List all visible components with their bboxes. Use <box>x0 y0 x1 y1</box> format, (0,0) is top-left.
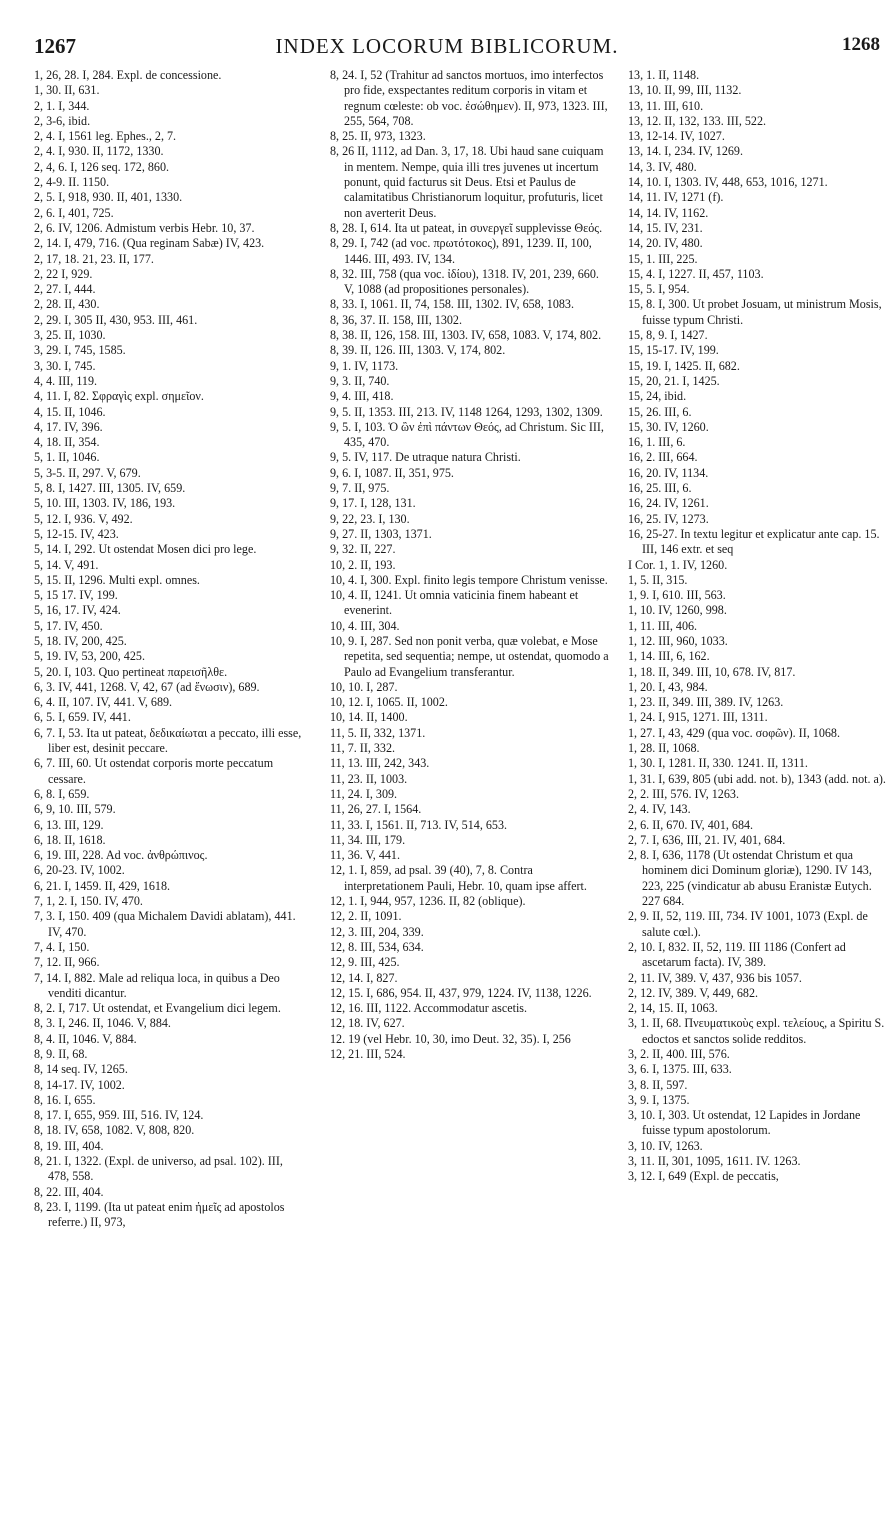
index-entry: 12, 1. I, 944, 957, 1236. II, 82 (oblique). <box>330 894 526 909</box>
index-entry: 8, 24. I, 52 (Trahitur ad sanctos mortuos, imo interfectos pro fide, exspectantes reditum corporis in vitam et regnum cœleste: ob voc. ἐσώθημεν). II, 973, 1323. III, 255, 564, 708. <box>330 68 608 128</box>
index-entry: 5, 10. III, 1303. IV, 186, 193. <box>34 496 176 511</box>
index-entry: 15, 26. III, 6. <box>628 404 692 419</box>
index-entry: 2, 14, 15. II, 1063. <box>628 1001 718 1016</box>
index-entry: 10, 9. I, 287. Sed non ponit verba, quæ volebat, e Mose repetita, sed sequentia; nempe, ut ostendat, quomodo a Paulo ad Evangelium transferantur. <box>330 633 609 679</box>
index-entry: 10, 4. I, 300. Expl. finito legis tempore Christum venisse. <box>330 572 608 587</box>
index-entry: 1, 11. III, 406. <box>628 618 698 633</box>
index-entry: 16, 25. III, 6. <box>628 481 692 496</box>
index-entry: 2, 10. I, 832. II, 52, 119. III 1186 (Confert ad ascetarum facta). IV, 389. <box>628 939 846 970</box>
index-entry: 10, 10. I, 287. <box>330 679 398 694</box>
index-entry: 9, 6. I, 1087. II, 351, 975. <box>330 465 454 480</box>
index-entry: 3, 2. II, 400. III, 576. <box>628 1047 730 1061</box>
page-header <box>0 34 894 64</box>
index-entry: 8, 2. I, 717. Ut ostendat, et Evangelium dici legem. <box>34 1001 281 1016</box>
index-entry: 3, 10. IV, 1263. <box>628 1138 703 1153</box>
index-entry: 7, 3. I, 150. 409 (qua Michalem Davidi ablatam), 441. IV, 470. <box>34 909 296 939</box>
index-entry: 3, 10. I, 303. Ut ostendat, 12 Lapides in Jordane fuisse typum apostolorum. <box>628 1108 861 1138</box>
index-entry: 12, 15. I, 686, 954. II, 437, 979, 1224. IV, 1138, 1226. <box>330 985 592 1000</box>
index-entry: 2, 1. I, 344. <box>34 98 90 113</box>
index-entry: 15, 19. I, 1425. II, 682. <box>628 358 740 373</box>
index-entry: 5, 14. I, 292. Ut ostendat Mosen dici pro lege. <box>34 542 257 557</box>
index-entry: 14, 14. IV, 1162. <box>628 205 709 220</box>
index-entry: 3, 30. I, 745. <box>34 358 96 373</box>
index-entry: 12, 8. III, 534, 634. <box>330 939 424 954</box>
index-entry: 1, 14. III, 6, 162. <box>628 649 710 664</box>
index-entry: 4, 4. III, 119. <box>34 373 98 388</box>
index-entry: 12, 2. II, 1091. <box>330 909 402 924</box>
index-entry: 9, 32. II, 227. <box>330 542 396 557</box>
index-entry: 3, 12. I, 649 (Expl. de peccatis, <box>628 1169 779 1184</box>
index-entry: 13, 12. II, 132, 133. III, 522. <box>628 113 767 128</box>
index-entry: 2, 4, 6. I, 126 seq. 172, 860. <box>34 159 170 174</box>
index-entry: 6, 18. II, 1618. <box>34 832 106 847</box>
index-entry: 1, 30. II, 631. <box>34 83 100 98</box>
index-entry: 11, 24. I, 309. <box>330 786 398 801</box>
index-entry: 1, 10. IV, 1260, 998. <box>628 603 727 618</box>
index-entry: 1, 27. I, 43, 429 (qua voc. σοφῶν). II, 1068. <box>628 725 840 740</box>
index-entry: 8, 38. II, 126, 158. III, 1303. IV, 658, 1083. V, 174, 802. <box>330 328 602 343</box>
index-entry: 2, 29. I, 305 II, 430, 953. III, 461. <box>34 312 198 327</box>
index-entry: 6, 9, 10. III, 579. <box>34 802 116 817</box>
index-entry: 16, 1. III, 6. <box>628 435 686 450</box>
index-entry: 1, 28. II, 1068. <box>628 741 700 756</box>
index-entry: 4, 18. II, 354. <box>34 435 100 450</box>
index-entry: 11, 36. V, 441. <box>330 848 400 863</box>
index-entry: 8, 19. III, 404. <box>34 1138 104 1153</box>
index-entry: 1, 23. II, 349. III, 389. IV, 1263. <box>628 695 784 710</box>
index-entry: 1, 31. I, 639, 805 (ubi add. not. b), 1343 (add. not. a). <box>628 771 886 786</box>
index-entry: 12, 3. III, 204, 339. <box>330 924 424 939</box>
index-entry: 2, 22 I, 929. <box>34 266 93 281</box>
index-entry: 16, 2. III, 664. <box>628 450 698 465</box>
index-entry: 1, 12. III, 960, 1033. <box>628 633 728 648</box>
index-entry: 12, 14. I, 827. <box>330 970 398 985</box>
index-entry: 10, 14. II, 1400. <box>330 710 408 725</box>
index-entry: 2, 12. IV, 389. V, 449, 682. <box>628 985 759 1000</box>
index-entry: 3, 8. II, 597. <box>628 1077 688 1092</box>
index-entry: 8, 29. I, 742 (ad voc. πρωτότοκος), 891, 1239. II, 100, 1446. III, 493. IV, 134. <box>330 236 592 266</box>
index-entry: 8, 16. I, 655. <box>34 1092 96 1107</box>
index-entry: 6, 7. I, 53. Ita ut pateat, δεδικαίωται a peccato, illi esse, liber est, desinit peccare. <box>34 725 302 756</box>
index-entry: 12. 19 (vel Hebr. 10, 30, imo Deut. 32, 35). I, 256 <box>330 1031 571 1046</box>
index-entry: 11, 5. II, 332, 1371. <box>330 725 426 740</box>
index-entry: 6, 5. I, 659. IV, 441. <box>34 710 131 725</box>
index-entry: 8, 22. III, 404. <box>34 1184 104 1199</box>
page-number-right: 1268 <box>842 34 880 55</box>
index-entry: 6, 20-23. IV, 1002. <box>34 863 125 878</box>
index-entry: 15, 1. III, 225. <box>628 251 698 266</box>
index-entry: 2, 6. II, 670. IV, 401, 684. <box>628 817 754 832</box>
index-entry: 5, 20. I, 103. Quo pertineat παρεισῆλθε. <box>34 664 228 679</box>
index-entry: 13, 11. III, 610. <box>628 98 704 113</box>
index-entry: 12, 16. III, 1122. Accommodatur ascetis. <box>330 1001 528 1016</box>
index-entry: 7, 12. II, 966. <box>34 955 100 970</box>
index-entry: 1, 18. II, 349. III, 10, 678. IV, 817. <box>628 664 796 679</box>
index-entry: 5, 3-5. II, 297. V, 679. <box>34 465 141 480</box>
index-entry: 6, 3. IV, 441, 1268. V, 42, 67 (ad ἕνωσιν), 689. <box>34 679 260 694</box>
index-entry: 2, 4. I, 1561 leg. Ephes., 2, 7. <box>34 129 177 144</box>
index-entry: 14, 11. IV, 1271 (f). <box>628 190 724 205</box>
index-entry: 1, 24. I, 915, 1271. III, 1311. <box>628 710 768 725</box>
index-entry: 5, 1. II, 1046. <box>34 450 100 465</box>
index-entry: 8, 33. I, 1061. II, 74, 158. III, 1302. IV, 658, 1083. <box>330 297 574 312</box>
index-entry: 8, 17. I, 655, 959. III, 516. IV, 124. <box>34 1108 204 1123</box>
index-entry: 7, 14. I, 882. Male ad reliqua loca, in quibus a Deo venditi dicantur. <box>34 970 280 1000</box>
index-entry: 16, 25-27. In textu legitur et explicatur ante cap. 15. III, 146 extr. et seq <box>628 526 880 557</box>
index-entry: 11, 34. III, 179. <box>330 832 406 847</box>
index-entry: 8, 23. I, 1199. (Ita ut pateat enim ἡμεῖς ad apostolos referre.) II, 973, <box>34 1199 285 1230</box>
index-entry: 2, 7. I, 636, III, 21. IV, 401, 684. <box>628 832 786 847</box>
index-entry: 8, 3. I, 246. II, 1046. V, 884. <box>34 1016 171 1031</box>
index-entry: 6, 8. I, 659. <box>34 786 90 801</box>
index-entry: 2, 17, 18. 21, 23. II, 177. <box>34 251 154 266</box>
index-entry: 2, 14. I, 479, 716. (Qua reginam Sabæ) IV, 423. <box>34 236 265 251</box>
index-entry: 3, 6. I, 1375. III, 633. <box>628 1062 732 1077</box>
index-entry: 8, 21. I, 1322. (Expl. de universo, ad psal. 102). III, 478, 558. <box>34 1154 283 1184</box>
index-entry: 8, 36, 37. II. 158, III, 1302. <box>330 312 463 327</box>
index-entry: 3, 9. I, 1375. <box>628 1092 690 1107</box>
index-entry: 13, 10. II, 99, III, 1132. <box>628 83 742 98</box>
index-entry: 8, 32. III, 758 (qua voc. ἰδίου), 1318. IV, 201, 239, 660. V, 1088 (ad propositiones personales). <box>330 266 599 297</box>
index-entry: 3, 11. II, 301, 1095, 1611. IV. 1263. <box>628 1154 801 1169</box>
index-entry: 9, 22, 23. I, 130. <box>330 511 410 526</box>
index-entry: 6, 13. III, 129. <box>34 817 104 832</box>
page-number-left: 1267 <box>34 34 76 58</box>
index-entry: 9, 27. II, 1303, 1371. <box>330 526 432 541</box>
index-entry: 1, 30. I, 1281. II, 330. 1241. II, 1311. <box>628 756 808 771</box>
index-entry: 16, 20. IV, 1134. <box>628 465 709 480</box>
index-entry: 4, 15. II, 1046. <box>34 404 106 419</box>
index-entry: 2, 28. II, 430. <box>34 297 100 312</box>
index-entry: 4, 17. IV, 396. <box>34 419 103 434</box>
page-title: INDEX LOCORUM BIBLICORUM. <box>275 34 619 58</box>
index-entry: 7, 4. I, 150. <box>34 939 90 954</box>
index-entry: 1, 5. II, 315. <box>628 572 688 587</box>
index-entry: 9, 5. IV, 117. De utraque natura Christi. <box>330 450 521 465</box>
index-entry: I Cor. 1, 1. IV, 1260. <box>628 557 728 572</box>
index-entry: 12, 9. III, 425. <box>330 955 400 970</box>
index-entry: 2, 4. I, 930. II, 1172, 1330. <box>34 144 164 159</box>
index-entry: 6, 7. III, 60. Ut ostendat corporis morte peccatum cessare. <box>34 756 274 786</box>
index-entry: 14, 15. IV, 231. <box>628 220 703 235</box>
index-entry: 10, 12. I, 1065. II, 1002. <box>330 695 448 710</box>
index-entry: 2, 6. IV, 1206. Admistum verbis Hebr. 10, 37. <box>34 220 255 235</box>
index-entry: 11, 26, 27. I, 1564. <box>330 802 422 817</box>
index-entry: 9, 4. III, 418. <box>330 389 394 404</box>
index-entry: 6, 21. I, 1459. II, 429, 1618. <box>34 878 171 893</box>
index-entry: 15, 20, 21. I, 1425. <box>628 373 720 388</box>
index-entry: 8, 28. I, 614. Ita ut pateat, in συνεργεῖ supplevisse Θεός. <box>330 220 603 235</box>
index-entry: 4, 11. I, 82. Σφραγὶς expl. σημεῖον. <box>34 389 204 404</box>
index-entry: 15, 8, 9. I, 1427. <box>628 328 708 343</box>
index-entry: 2, 5. I, 918, 930. II, 401, 1330. <box>34 190 183 205</box>
index-entry: 9, 5. I, 103. Ὁ ὢν ἐπὶ πάντων Θεός, ad Christum. Sic III, 435, 470. <box>330 419 604 450</box>
index-entry: 7, 1, 2. I, 150. IV, 470. <box>34 894 143 909</box>
index-entry: 14, 20. IV, 480. <box>628 236 703 251</box>
index-entry: 8, 14 seq. IV, 1265. <box>34 1062 128 1077</box>
index-entry: 1, 26, 28. I, 284. Expl. de concessione. <box>34 68 222 82</box>
index-entry: 6, 19. III, 228. Ad voc. ἀνθρώπινος. <box>34 848 208 863</box>
index-entry: 13, 1. II, 1148. <box>628 68 700 82</box>
index-entry: 15, 8. I, 300. Ut probet Josuam, ut ministrum Mosis, fuisse typum Christi. <box>628 297 882 327</box>
index-entry: 8, 14-17. IV, 1002. <box>34 1077 125 1092</box>
index-entry: 16, 24. IV, 1261. <box>628 496 709 511</box>
index-entry: 2, 3-6, ibid. <box>34 113 91 128</box>
index-entry: 9, 17. I, 128, 131. <box>330 496 416 511</box>
index-entry: 13, 14. I, 234. IV, 1269. <box>628 144 744 159</box>
index-entry: 12, 1. I, 859, ad psal. 39 (40), 7, 8. Contra interpretationem Pauli, Hebr. 10, quam ipse affert. <box>330 863 587 893</box>
index-entry: 5, 15 17. IV, 199. <box>34 588 118 603</box>
index-entry: 2, 6. I, 401, 725. <box>34 205 114 220</box>
index-entry: 11, 7. II, 332. <box>330 741 396 756</box>
index-entry: 2, 4. IV, 143. <box>628 802 691 817</box>
index-entry: 2, 27. I, 444. <box>34 282 96 297</box>
index-entry: 8, 26 II, 1112, ad Dan. 3, 17, 18. Ubi haud sane cuiquam in mentem. Nempe, quia illi tres juvenes ut incertum ponunt, quid facturus sit Deus. Etsi et Paulus de calamitatibus Christianorum loquitur, profuturis, licet non averterit Deus. <box>330 144 604 220</box>
index-entry: 5, 19. IV, 53, 200, 425. <box>34 649 145 664</box>
index-entry: 12, 18. IV, 627. <box>330 1016 405 1031</box>
index-entry: 5, 15. II, 1296. Multi expl. omnes. <box>34 572 200 587</box>
index-entry: 5, 12. I, 936. V, 492. <box>34 511 133 526</box>
index-entry: 3, 25. II, 1030. <box>34 328 106 343</box>
index-entry: 1, 20. I, 43, 984. <box>628 679 708 694</box>
index-entry: 8, 9. II, 68. <box>34 1047 88 1061</box>
index-entry: 8, 39. II, 126. III, 1303. V, 174, 802. <box>330 343 506 358</box>
index-entry: 10, 2. II, 193. <box>330 557 396 572</box>
index-entry: 8, 18. IV, 658, 1082. V, 808, 820. <box>34 1123 195 1138</box>
index-entry: 2, 11. IV, 389. V, 437, 936 bis 1057. <box>628 970 802 985</box>
index-entry: 9, 3. II, 740. <box>330 373 390 388</box>
index-entry: 1, 9. I, 610. III, 563. <box>628 588 726 603</box>
index-entry: 3, 29. I, 745, 1585. <box>34 343 126 358</box>
index-entry: 2, 4-9. II. 1150. <box>34 175 110 190</box>
index-entry: 5, 16, 17. IV, 424. <box>34 603 121 618</box>
index-entry: 9, 7. II, 975. <box>330 481 390 496</box>
index-entry: 11, 23. II, 1003. <box>330 771 408 786</box>
index-column-3 <box>628 68 890 1185</box>
index-entry: 5, 14. V, 491. <box>34 557 99 572</box>
index-entry: 15, 4. I, 1227. II, 457, 1103. <box>628 266 764 281</box>
index-entry: 5, 8. I, 1427. III, 1305. IV, 659. <box>34 481 186 496</box>
index-entry: 2, 8. I, 636, 1178 (Ut ostendat Christum et qua hominem dici Dominum gloriæ), 1290. IV 143, 223, 225 (vindicatur ab abusu Eranistæ Eutych. 227 684. <box>628 848 872 909</box>
index-entry: 5, 12-15. IV, 423. <box>34 526 119 541</box>
index-entry: 10, 4. II, 1241. Ut omnia vaticinia finem habeant et evenerint. <box>330 588 579 618</box>
index-entry: 5, 17. IV, 450. <box>34 618 103 633</box>
index-entry: 15, 30. IV, 1260. <box>628 419 709 434</box>
index-entry: 9, 1. IV, 1173. <box>330 358 399 373</box>
index-entry: 12, 21. III, 524. <box>330 1047 406 1061</box>
index-entry: 14, 10. I, 1303. IV, 448, 653, 1016, 1271. <box>628 175 828 190</box>
index-entry: 5, 18. IV, 200, 425. <box>34 633 127 648</box>
index-entry: 10, 4. III, 304. <box>330 618 400 633</box>
index-entry: 2, 2. III, 576. IV, 1263. <box>628 786 739 801</box>
index-entry: 9, 5. II, 1353. III, 213. IV, 1148 1264, 1293, 1302, 1309. <box>330 404 603 419</box>
index-column-1 <box>34 68 306 1231</box>
index-entry: 15, 15-17. IV, 199. <box>628 343 719 358</box>
index-entry: 8, 25. II, 973, 1323. <box>330 129 426 144</box>
index-entry: 16, 25. IV, 1273. <box>628 511 709 526</box>
index-entry: 11, 13. III, 242, 343. <box>330 756 430 771</box>
index-entry: 8, 4. II, 1046. V, 884. <box>34 1031 137 1046</box>
index-entry: 2, 9. II, 52, 119. III, 734. IV 1001, 1073 (Expl. de salute cœl.). <box>628 909 868 939</box>
index-entry: 14, 3. IV, 480. <box>628 159 697 174</box>
index-entry: 3, 1. II, 68. Πνευματικοὺς expl. τελείους, a Spiritu S. edoctos et sanctos solide redditos. <box>628 1016 885 1046</box>
index-entry: 15, 5. I, 954. <box>628 282 690 297</box>
index-entry: 11, 33. I, 1561. II, 713. IV, 514, 653. <box>330 817 508 832</box>
index-column-2 <box>330 68 610 1062</box>
index-entry: 13, 12-14. IV, 1027. <box>628 129 725 144</box>
index-entry: 15, 24, ibid. <box>628 389 687 404</box>
index-entry: 6, 4. II, 107. IV, 441. V, 689. <box>34 695 173 710</box>
